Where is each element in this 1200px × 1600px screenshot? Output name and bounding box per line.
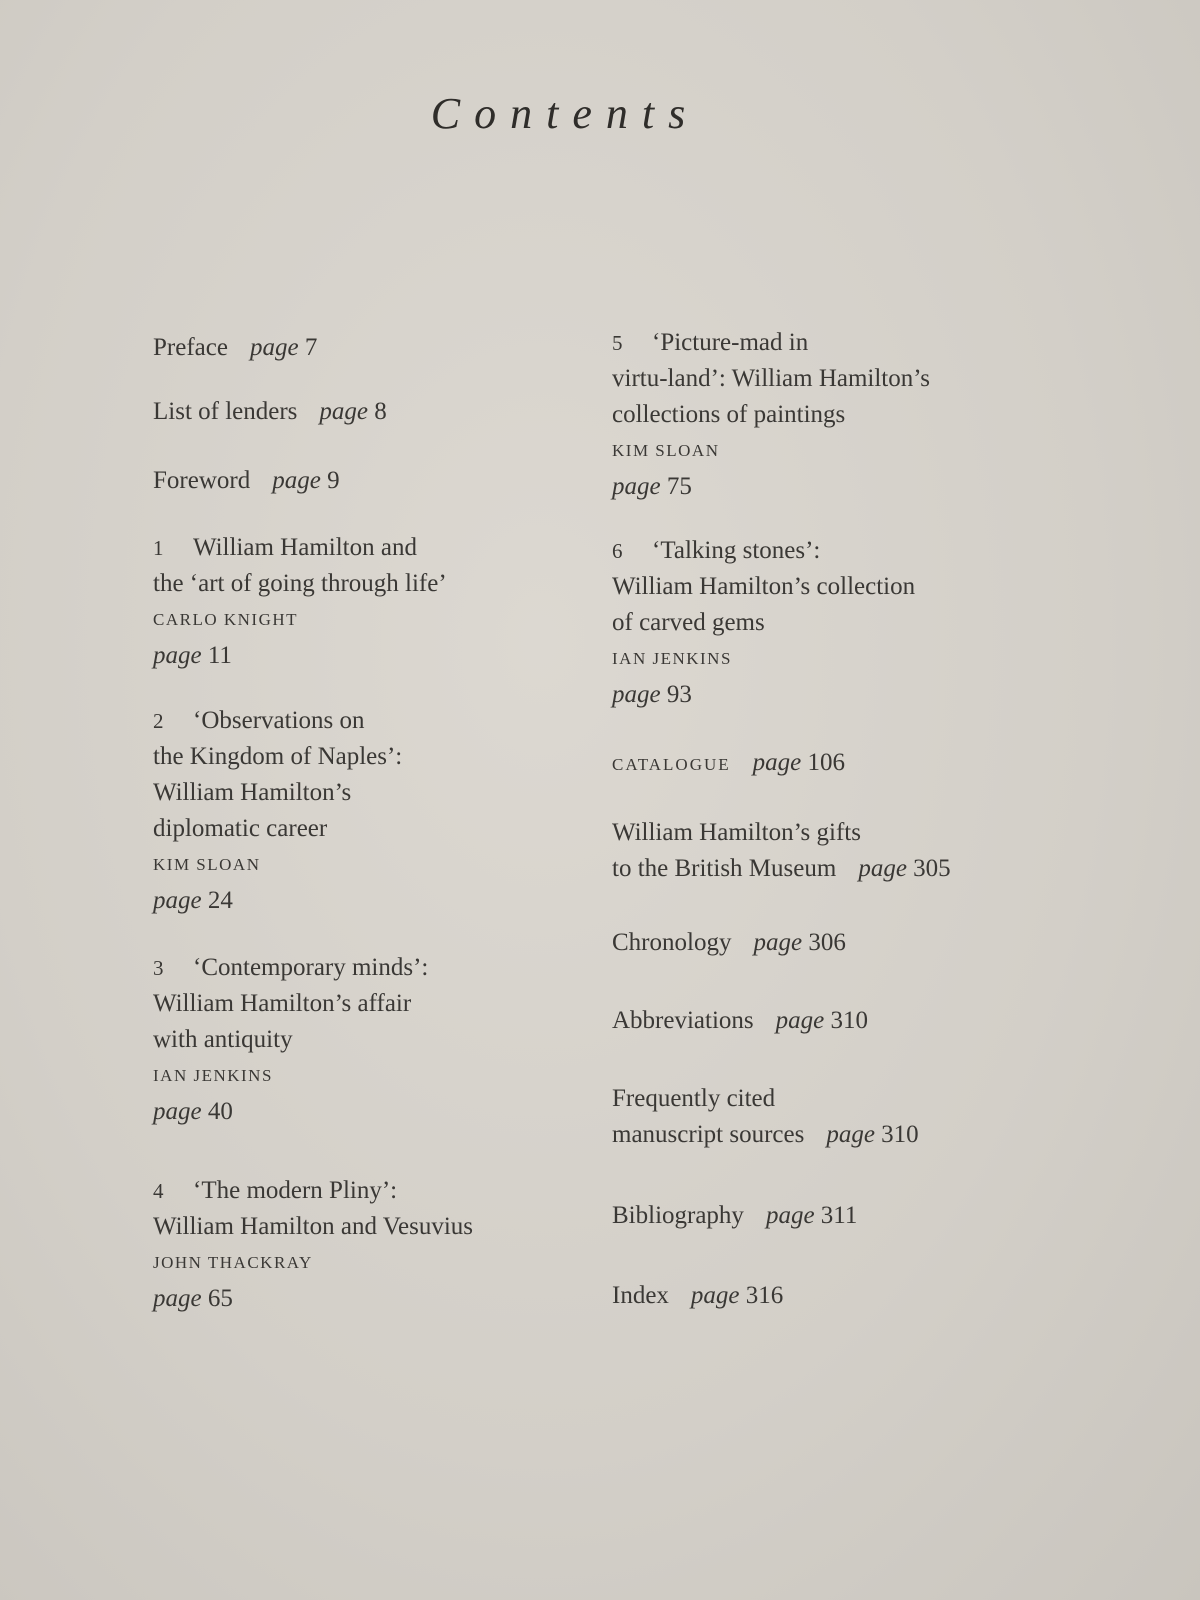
page-ref: page 310	[775, 1007, 868, 1034]
chapter-title-line: collections of paintings	[612, 401, 846, 428]
entry-label: List of lenders	[153, 398, 298, 425]
chapter-title-line: the Kingdom of Naples’:	[153, 743, 403, 770]
toc-entry-gifts[interactable]	[612, 815, 951, 887]
chapter-number: 5	[612, 331, 623, 355]
chapter-author: KIM SLOAN	[612, 441, 720, 460]
chapter-number: 4	[153, 1179, 164, 1203]
chapter-author: IAN JENKINS	[612, 649, 732, 668]
toc-entry-chapter-6[interactable]	[612, 533, 915, 713]
page-ref: page 8	[319, 398, 387, 425]
chapter-title-line: William Hamilton’s affair	[153, 990, 412, 1017]
chapter-number: 6	[612, 539, 623, 563]
page-ref: page 305	[858, 855, 951, 882]
chapter-title-line: ‘Observations on	[193, 707, 365, 734]
chapter-author: JOHN THACKRAY	[153, 1253, 313, 1272]
entry-label-line: manuscript sources	[612, 1121, 805, 1148]
entry-label: Abbreviations	[612, 1007, 754, 1034]
page-ref: page 11	[153, 642, 232, 669]
chapter-number: 1	[153, 536, 164, 560]
entry-label: Preface	[153, 334, 228, 361]
toc-entry-chapter-3[interactable]	[153, 950, 428, 1130]
chapter-number: 2	[153, 709, 164, 733]
toc-entry-index[interactable]	[612, 1278, 783, 1314]
chapter-title-line: of carved gems	[612, 609, 765, 636]
toc-entry-lenders[interactable]	[153, 394, 387, 430]
toc-entry-abbreviations[interactable]	[612, 1003, 868, 1039]
page-ref: page 93	[612, 681, 692, 708]
chapter-title-line: diplomatic career	[153, 815, 328, 842]
toc-entry-preface[interactable]	[153, 330, 317, 366]
entry-label-line: to the British Museum	[612, 855, 837, 882]
toc-entry-manuscripts[interactable]	[612, 1081, 919, 1153]
chapter-title-line: William Hamilton’s	[153, 779, 352, 806]
chapter-title-line: William Hamilton and Vesuvius	[153, 1213, 474, 1240]
chapter-title-line: ‘Talking stones’:	[652, 537, 821, 564]
entry-label: Chronology	[612, 929, 732, 956]
page-ref: page 306	[753, 929, 846, 956]
page-ref: page 106	[752, 749, 845, 776]
chapter-title-line: ‘Picture-mad in	[652, 329, 809, 356]
page-title: Contents	[430, 89, 700, 138]
page-ref: page 316	[690, 1282, 784, 1309]
toc-entry-chapter-2[interactable]	[153, 703, 402, 919]
entry-label-line: Frequently cited	[612, 1085, 776, 1112]
chapter-title-line: William Hamilton and	[193, 534, 417, 561]
page-ref: page 75	[612, 473, 692, 500]
chapter-title-line: with antiquity	[153, 1026, 293, 1053]
page-ref: page 310	[826, 1121, 919, 1148]
chapter-title-line: the ‘art of going through life’	[153, 570, 447, 597]
toc-entry-foreword[interactable]	[153, 463, 340, 499]
toc-entry-chronology[interactable]	[612, 925, 846, 961]
chapter-author: IAN JENKINS	[153, 1066, 273, 1085]
chapter-author: CARLO KNIGHT	[153, 610, 299, 629]
page-ref: page 24	[153, 887, 233, 914]
toc-entry-catalogue[interactable]	[612, 745, 845, 783]
page-ref: page 65	[153, 1285, 233, 1312]
page-ref: page 40	[153, 1098, 233, 1125]
chapter-title-line: William Hamilton’s collection	[612, 573, 916, 600]
toc-entry-chapter-4[interactable]	[153, 1173, 473, 1317]
chapter-title-line: virtu-land’: William Hamilton’s	[612, 365, 930, 392]
toc-entry-bibliography[interactable]	[612, 1198, 857, 1234]
entry-label: Foreword	[153, 467, 251, 494]
chapter-title-line: ‘Contemporary minds’:	[193, 954, 429, 981]
page-ref: page 9	[272, 467, 340, 494]
chapter-number: 3	[153, 956, 164, 980]
page-ref: page 7	[249, 334, 318, 361]
chapter-author: KIM SLOAN	[153, 855, 261, 874]
entry-label: CATALOGUE	[612, 755, 731, 774]
entry-label: Index	[612, 1282, 669, 1309]
toc-entry-chapter-1[interactable]	[153, 530, 447, 674]
page-ref: page 311	[765, 1202, 858, 1229]
toc-entry-chapter-5[interactable]	[612, 325, 930, 505]
entry-label-line: William Hamilton’s gifts	[612, 819, 861, 846]
chapter-title-line: ‘The modern Pliny’:	[193, 1177, 398, 1204]
entry-label: Bibliography	[612, 1202, 744, 1229]
